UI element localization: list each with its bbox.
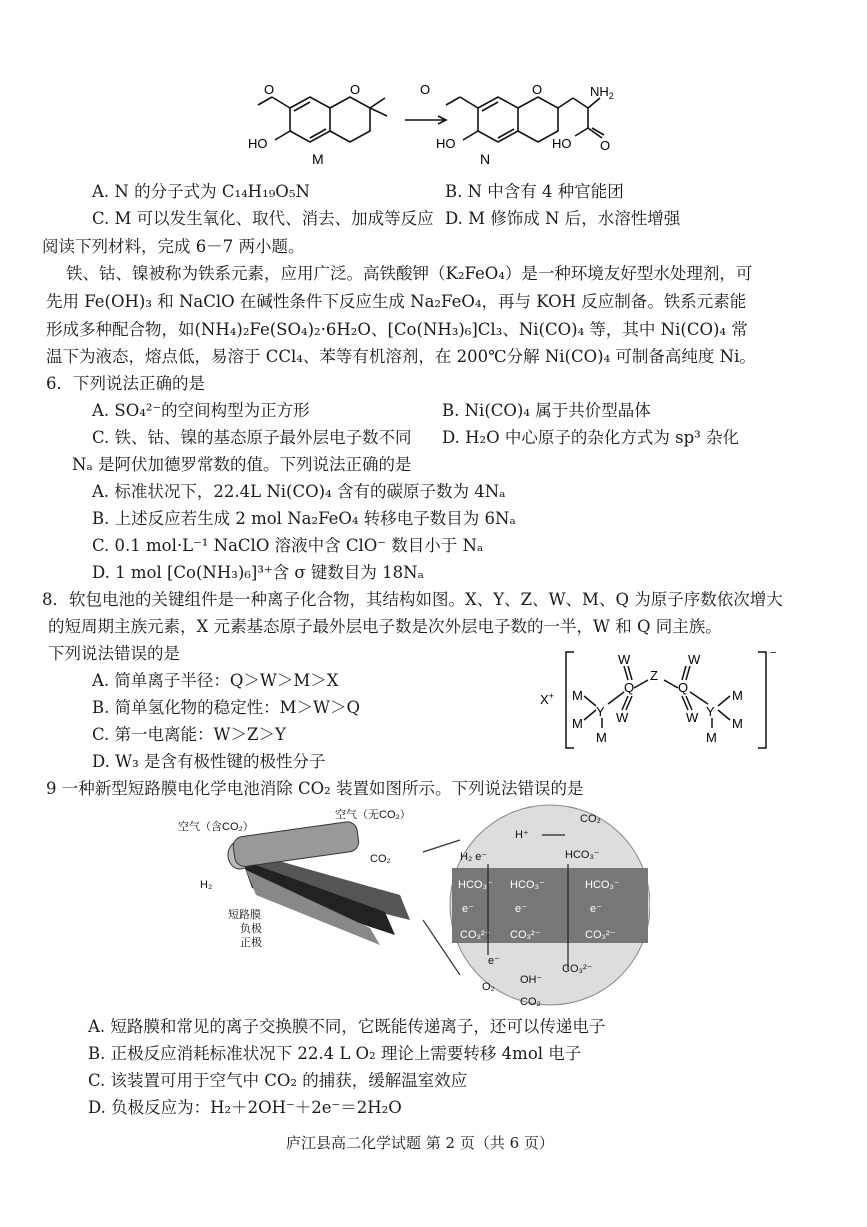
- m-hydroxy: HO: [248, 136, 268, 151]
- atom-w: W: [618, 652, 631, 667]
- atom-m: M: [572, 688, 583, 703]
- n-acid-oh: HO: [552, 136, 572, 151]
- reading-intro: 阅读下列材料，完成 6－7 两小题。: [42, 237, 305, 256]
- co3-cell: CO₃²⁻: [510, 929, 541, 941]
- co2-out-label: CO₂: [370, 853, 391, 865]
- q5-option-c: C. M 可以发生氧化、取代、消去、加成等反应: [92, 209, 434, 228]
- m-methoxy-o: O: [264, 82, 275, 97]
- atom-m: M: [706, 730, 717, 745]
- air-in-label: 空气（含CO₂）: [178, 821, 254, 833]
- hco3-cell: HCO₃⁻: [458, 879, 493, 891]
- negative-electrode-label: 负极: [240, 923, 262, 935]
- air-out-label: 空气（无CO₂）: [335, 809, 411, 821]
- atom-m: M: [596, 730, 607, 745]
- q8-stem-line1: 8．软包电池的关键组件是一种离子化合物，其结构如图。X、Y、Z、W、M、Q 为原子序数依次增大: [42, 590, 783, 609]
- h2-e-label: H₂ e⁻: [460, 851, 488, 863]
- anion-charge: −: [770, 648, 777, 659]
- q9-option-b: B. 正极反应消耗标准状况下 22.4 L O₂ 理论上需要转移 4mol 电子: [88, 1044, 582, 1063]
- e-cell: e⁻: [515, 903, 527, 915]
- co3-bottom-label: CO₃²⁻: [562, 963, 593, 975]
- q7-option-d: D. 1 mol [Co(NH₃)₆]³⁺含 σ 键数目为 18Nₐ: [92, 563, 424, 582]
- q9-device-figure: [170, 800, 650, 1015]
- n-acid-o: O: [600, 138, 611, 153]
- atom-m: M: [572, 716, 583, 731]
- atom-y: Y: [706, 704, 715, 719]
- q6-option-b: B. Ni(CO)₄ 属于共价型晶体: [442, 401, 651, 420]
- q7-option-a: A. 标准状况下，22.4L Ni(CO)₄ 含有的碳原子数为 4Nₐ: [92, 482, 506, 501]
- structure-m-to-n: [230, 78, 630, 178]
- q6-option-c: C. 铁、钴、镍的基态原子最外层电子数不同: [92, 428, 412, 447]
- co3-cell: CO₃²⁻: [460, 929, 491, 941]
- atom-m: M: [732, 716, 743, 731]
- oh-label: OH⁻: [520, 974, 543, 986]
- q9-option-c: C. 该装置可用于空气中 CO₂ 的捕获，缓解温室效应: [88, 1071, 468, 1090]
- q9-option-a: A. 短路膜和常见的离子交换膜不同，它既能传递离子，还可以传递电子: [88, 1017, 606, 1036]
- q8-option-c: C. 第一电离能：W＞Z＞Y: [92, 725, 286, 744]
- q7-option-c: C. 0.1 mol·L⁻¹ NaClO 溶液中含 ClO⁻ 数目小于 Nₐ: [92, 536, 484, 555]
- reading-line: 先用 Fe(OH)₃ 和 NaClO 在碱性条件下反应生成 Na₂FeO₄，再与 KOH 反应制备。铁系元素能: [46, 292, 747, 311]
- q6-option-a: A. SO₄²⁻的空间构型为正方形: [92, 401, 310, 420]
- atom-m: M: [732, 688, 743, 703]
- atom-w: W: [616, 710, 629, 725]
- n-hydroxy: HO: [436, 136, 456, 151]
- atom-q: Q: [624, 680, 635, 695]
- atom-y: Y: [596, 704, 605, 719]
- hco3-cell: HCO₃⁻: [585, 879, 620, 891]
- q8-option-b: B. 简单氢化物的稳定性：M＞W＞Q: [92, 698, 360, 717]
- atom-w: W: [686, 710, 699, 725]
- e-cell: e⁻: [462, 903, 474, 915]
- co2-bottom-label: CO₂: [520, 996, 541, 1008]
- n-methoxy-o: O: [420, 82, 431, 97]
- q6-option-d: D. H₂O 中心原子的杂化方式为 sp³ 杂化: [442, 428, 740, 447]
- q5-option-a: A. N 的分子式为 C₁₄H₁₉O₅N: [92, 182, 310, 201]
- hco3-top-label: HCO₃⁻: [565, 849, 600, 861]
- q6-stem: 6．下列说法正确的是: [46, 374, 205, 393]
- q7-stem: Nₐ 是阿伏加德罗常数的值。下列说法正确的是: [72, 455, 412, 474]
- q5-option-d: D. M 修饰成 N 后，水溶性增强: [445, 209, 681, 228]
- x-cation: X+: [540, 691, 554, 707]
- q7-option-b: B. 上述反应若生成 2 mol Na₂FeO₄ 转移电子数目为 6Nₐ: [92, 509, 516, 528]
- o2-label: O₂: [482, 981, 495, 993]
- q8-stem-line3: 下列说法错误的是: [48, 644, 180, 663]
- n-ring-o: O: [532, 82, 543, 97]
- q8-option-a: A. 简单离子半径：Q＞W＞M＞X: [92, 671, 339, 690]
- q8-option-d: D. W₃ 是含有极性键的极性分子: [92, 752, 326, 771]
- co2-top-label: CO₂: [580, 813, 601, 825]
- co3-cell: CO₃²⁻: [585, 929, 616, 941]
- hco3-cell: HCO₃⁻: [510, 879, 545, 891]
- q5-option-b: B. N 中含有 4 种官能团: [445, 182, 624, 201]
- positive-electrode-label: 正极: [240, 937, 262, 949]
- q8-ionic-structure: [536, 648, 796, 753]
- label-n: N: [480, 151, 491, 167]
- hplus-label: H⁺: [515, 829, 529, 841]
- m-ring-o: O: [350, 82, 361, 97]
- q8-stem-line2: 的短周期主族元素，X 元素基态原子最外层电子数是次外层电子数的一半，W 和 Q 同主族。: [48, 617, 722, 636]
- reading-line: 温下为液态，熔点低，易溶于 CCl₄、苯等有机溶剂，在 200℃分解 Ni(CO)₄ 可制备高纯度 Ni。: [46, 347, 756, 366]
- page-footer: 庐江县高二化学试题 第 2 页（共 6 页）: [286, 1134, 554, 1152]
- h2-in-label: H₂: [200, 879, 213, 891]
- label-m: M: [312, 151, 324, 167]
- e-bottom-label: e⁻: [488, 955, 500, 967]
- reading-line: 铁、钴、镍被称为铁系元素，应用广泛。高铁酸钾（K₂FeO₄）是一种环境友好型水处理剂，可: [66, 264, 753, 283]
- reading-line: 形成多种配合物，如(NH₄)₂Fe(SO₄)₂·6H₂O、[Co(NH₃)₆]Cl₃、Ni(CO)₄ 等，其中 Ni(CO)₄ 常: [46, 320, 748, 339]
- atom-w: W: [688, 652, 701, 667]
- atom-q: Q: [678, 680, 689, 695]
- atom-z: Z: [650, 668, 658, 683]
- q9-stem: 9 一种新型短路膜电化学电池消除 CO₂ 装置如图所示。下列说法错误的是: [46, 779, 584, 798]
- membrane-label: 短路膜: [228, 909, 261, 921]
- e-cell: e⁻: [590, 903, 602, 915]
- n-amino: $NH_2$: [590, 84, 614, 101]
- q9-option-d: D. 负极反应为：H₂＋2OH⁻＋2e⁻＝2H₂O: [88, 1098, 402, 1117]
